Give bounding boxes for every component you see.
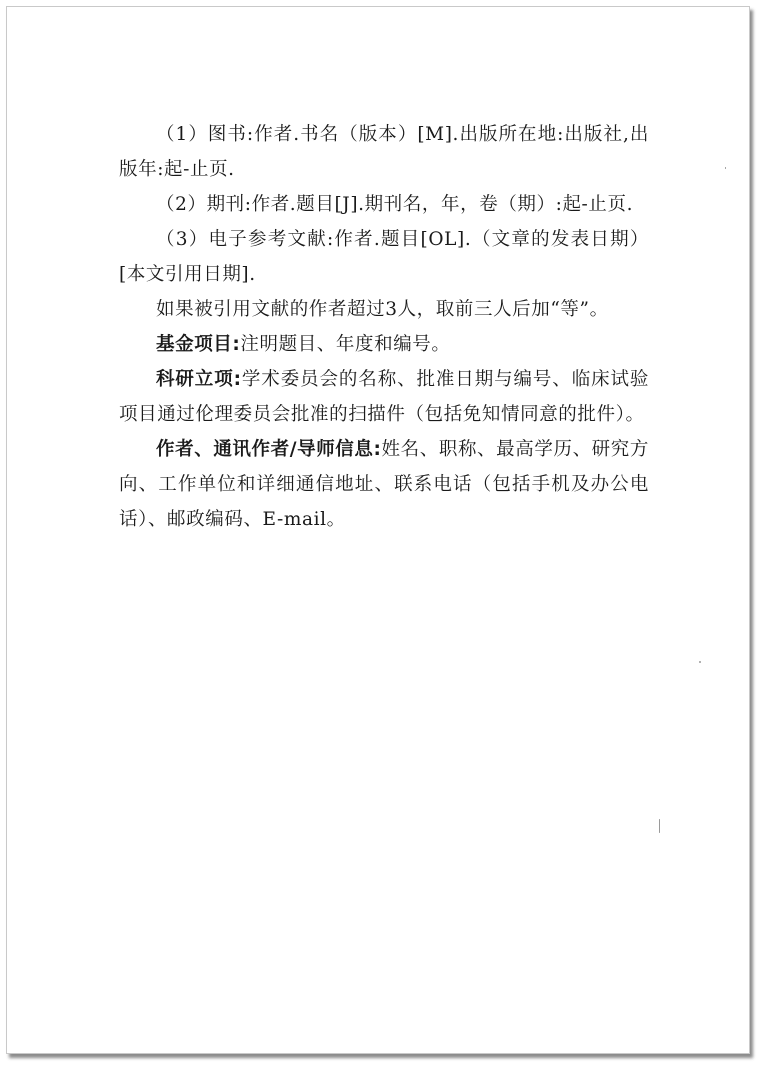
fund-project-paragraph xyxy=(119,327,649,362)
document-page xyxy=(6,6,750,1054)
fund-project-text: 注明题目、年度和编号。 xyxy=(240,334,451,355)
scan-speck xyxy=(725,167,726,169)
reference-format-electronic: （3）电子参考文献:作者.题目[OL].（文章的发表日期）[本文引用日期]. xyxy=(119,229,649,285)
scan-speck xyxy=(659,819,660,833)
reference-format-book: （1）图书:作者.书名（版本）[M].出版所在地:出版社,出版年:起-止页. xyxy=(119,124,649,180)
research-project-paragraph xyxy=(119,362,649,432)
document-body xyxy=(119,117,649,537)
author-info-label: 作者、通讯作者/导师信息: xyxy=(156,439,382,460)
fund-project-label: 基金项目: xyxy=(156,334,241,355)
scan-speck xyxy=(699,661,701,663)
author-limit-note: 如果被引用文献的作者超过3人，取前三人后加“等”。 xyxy=(156,299,609,320)
research-project-label: 科研立项: xyxy=(156,369,242,390)
author-info-text: 姓名、职称、最高学历、研究方向、工作单位和详细通信地址、联系电话（包括手机及办公电话）、邮政编码、E-mail。 xyxy=(119,439,649,530)
reference-format-journal: （2）期刊:作者.题目[J].期刊名，年，卷（期）:起-止页. xyxy=(156,194,634,215)
research-project-text: 学术委员会的名称、批准日期与编号、临床试验项目通过伦理委员会批准的扫描件（包括免知情同意的批件）。 xyxy=(119,369,649,425)
author-info-paragraph xyxy=(119,432,649,537)
